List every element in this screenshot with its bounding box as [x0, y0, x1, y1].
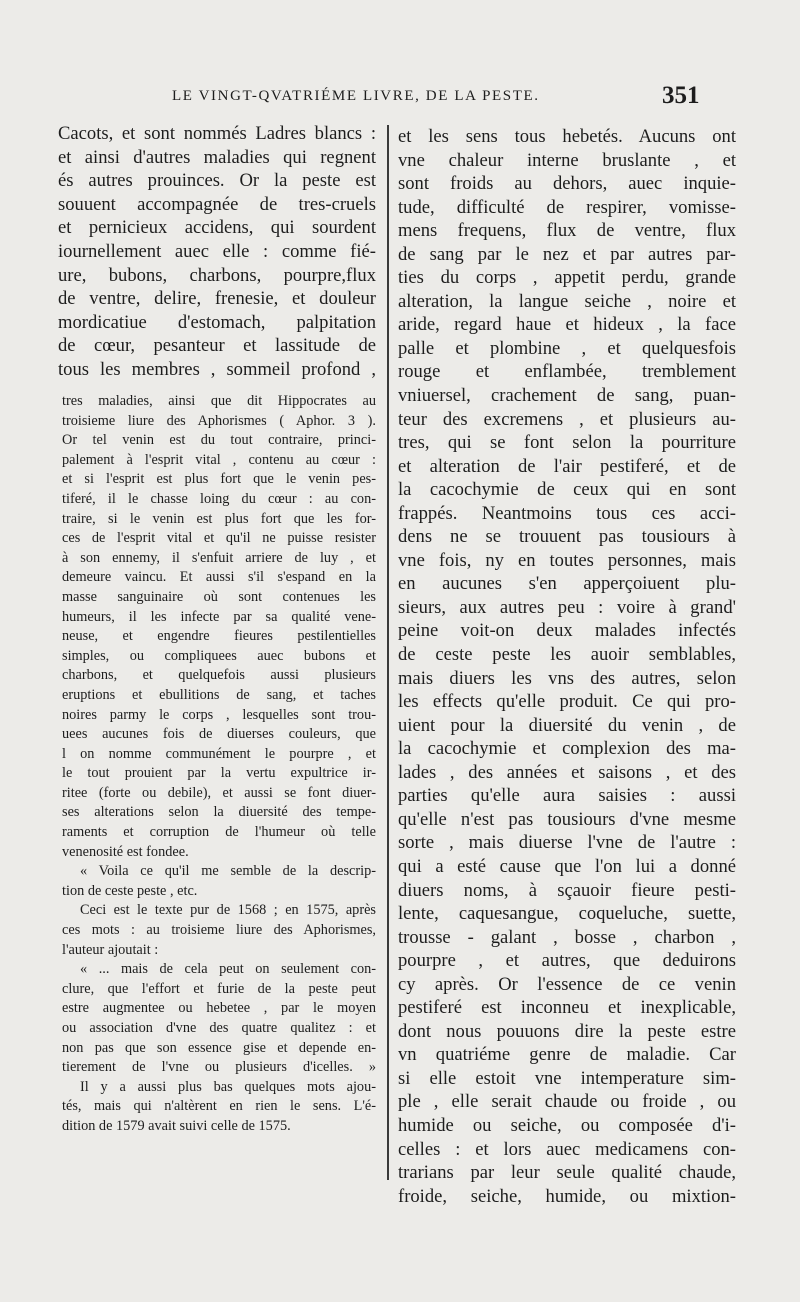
note-line: eruptions et ebullitions de sang, et taches — [62, 686, 376, 703]
text-line: palle et plombine , et quelquesfois — [398, 337, 736, 359]
text-line: tous les membres , sommeil profond , — [58, 358, 376, 380]
note-line: tiferé, il le chasse loing du cœur : au con- — [62, 490, 376, 507]
left-column-main-text — [58, 122, 376, 382]
text-line: ple , elle serait chaude ou froide , ou — [398, 1091, 736, 1113]
note-line: Il y a aussi plus bas quelques mots ajou- — [80, 1078, 376, 1095]
note-line: Or tel venin est du tout contraire, princi- — [62, 432, 376, 449]
text-line: vniuersel, crachement de sang, puan- — [398, 385, 736, 407]
text-line: de sang par le nez et par autres par- — [398, 243, 736, 265]
text-line: tres, qui se font selon la pourriture — [398, 432, 736, 454]
text-line: tude, difficulté de respirer, vomisse- — [398, 196, 736, 218]
text-line: Cacots, et sont nommés Ladres blancs : — [58, 123, 376, 144]
text-line: és autres prouinces. Or la peste est — [58, 170, 376, 192]
text-line: et les sens tous hebetés. Aucuns ont — [398, 126, 736, 147]
text-line: sieurs, aux autres peu : voire à grand' — [398, 596, 736, 618]
text-line: pestiferé est inconneu et inexplicable, — [398, 997, 736, 1019]
page-number: 351 — [662, 82, 700, 109]
text-line: iournellement auec elle : comme fié- — [58, 240, 376, 262]
text-line: aride, regard haue et hideux , la face — [398, 314, 736, 336]
text-line: frappés. Neantmoins tous ces acci- — [398, 502, 736, 524]
text-line: vn quatriéme genre de maladie. Car — [398, 1044, 736, 1066]
note-line: « Voila ce qu'il me semble de la descrip- — [80, 863, 376, 880]
note-line: ou association d'vne des quatre qualitez : et — [62, 1020, 376, 1036]
note-line: et si l'esprit est plus fort que le venin pes- — [62, 471, 376, 488]
text-line: pourpre , et autres, que deduirons — [398, 950, 736, 972]
left-column-notes — [62, 392, 376, 1137]
text-line: peine voit-on deux malades infectés — [398, 620, 736, 642]
text-line: et pernicieux accidens, qui sourdent — [58, 217, 376, 239]
text-line: et ainsi d'autres maladies qui regnent — [58, 146, 376, 168]
text-line: parties qu'elle aura saisies : aussi — [398, 785, 736, 807]
text-line: de cœur, pesanteur et lassitude de — [58, 335, 376, 357]
text-line: et alteration de l'air pestiferé, et de — [398, 455, 736, 477]
note-line: estre augmentee ou hebetee , par le moyen — [62, 1000, 376, 1017]
text-line: sorte , mais diuerse l'vne de l'autre : — [398, 832, 736, 854]
text-line: humide ou seiche, ou composée d'i- — [398, 1114, 736, 1136]
note-line: noires parmy le corps , lesquelles sont trou- — [62, 706, 376, 723]
text-line: dont nous pouuons dire la peste estre — [398, 1020, 736, 1042]
text-line: en aucunes s'en apperçoiuent plu- — [398, 573, 736, 595]
text-line: la cacochymie de ceux qui en sont — [398, 479, 736, 501]
text-line: lades , des années et saisons , et des — [398, 761, 736, 783]
text-line: de ventre, delire, frenesie, et douleur — [58, 288, 376, 310]
text-line: sont froids au dehors, auec inquie- — [398, 173, 736, 195]
text-line: celles : et lors auec medicamens con- — [398, 1138, 736, 1160]
note-line: « ... mais de cela peut on seulement con- — [80, 961, 376, 978]
text-line: dens ne se trouuent pas tousiours à — [398, 526, 736, 548]
text-line: vne fois, ny en toutes personnes, mais — [398, 549, 736, 571]
right-column-text — [398, 125, 736, 1208]
text-line: la cacochymie et complexion des ma- — [398, 738, 736, 760]
note-line: neuse, et engendre fieures pestilentielles — [62, 628, 376, 645]
column-divider — [387, 125, 389, 1180]
running-header: LE VINGT-QVATRIÉME LIVRE, DE LA PESTE. — [172, 88, 540, 104]
text-line: diuers noms, à sçauoir fieure pesti- — [398, 879, 736, 901]
note-line: ses alterations selon la diuersité des tempe- — [62, 804, 376, 821]
note-line: charbons, et quelquefois aussi plusieurs — [62, 667, 376, 684]
text-line: mordicatiue d'estomach, palpitation — [58, 311, 376, 333]
note-line: demeure vaincu. Et aussi s'il s'espand en la — [62, 569, 376, 586]
note-line: non pas que son essence gise et depende en- — [62, 1039, 376, 1056]
text-line: ties du corps , appetit perdu, grande — [398, 267, 736, 289]
text-line: vne chaleur interne bruslante , et — [398, 149, 736, 171]
note-line: humeurs, il les infecte par sa qualité vene- — [62, 608, 376, 625]
text-line: les effects qu'elle produit. Ce qui pro- — [398, 691, 736, 713]
text-line: ure, bubons, charbons, pourpre,flux — [58, 264, 376, 286]
note-line: simples, ou compliquees auec bubons et — [62, 647, 376, 664]
note-line: uees aucunes fois de diuerses couleurs, que — [62, 726, 376, 743]
note-line: palement à l'esprit vital , contenu au cœur : — [62, 451, 376, 468]
note-line: tres maladies, ainsi que dit Hippocrates au — [62, 393, 376, 409]
note-line: clure, que l'effort et furie de la peste peut — [62, 980, 376, 997]
note-line: raments et corruption de l'humeur où telle — [62, 824, 376, 841]
text-line: si elle estoit vne intemperature sim- — [398, 1067, 736, 1089]
note-line: à son ennemy, il s'enfuit arriere de luy , et — [62, 549, 376, 566]
note-line: l'auteur ajoutait : — [62, 941, 159, 958]
note-line: ces de l'esprit vital et qu'il ne puisse resister — [62, 530, 376, 547]
text-line: mens frequens, flux de ventre, flux — [398, 220, 736, 242]
note-line: masse sanguinaire où sont contenues les — [62, 588, 376, 605]
note-line: tés, mais qui n'altèrent en rien le sens. L'é- — [62, 1098, 376, 1115]
note-line: tierement de l'vne ou plusieurs d'icelles. » — [62, 1059, 376, 1076]
text-line: uient pour la diuersité du venin , de — [398, 714, 736, 736]
note-line: tion de ceste peste , etc. — [62, 882, 198, 899]
text-line: trousse - galant , bosse , charbon , — [398, 926, 736, 948]
text-line: alteration, la langue seiche , noire et — [398, 290, 736, 312]
text-line: teur des excremens , et plusieurs au- — [398, 408, 736, 430]
text-line: souuent accompagnée de tres-cruels — [58, 193, 376, 215]
note-line: l on nomme communément le pourpre , et — [62, 745, 376, 762]
text-line: trarians par leur seule qualité chaude, — [398, 1162, 736, 1184]
text-line: qui a esté cause que l'on lui a donné — [398, 855, 736, 877]
note-line: troisieme liure des Aphorismes ( Aphor. 3 ). — [62, 412, 376, 429]
note-line: Ceci est le texte pur de 1568 ; en 1575, après — [80, 902, 376, 919]
text-line: rouge et enflambée, tremblement — [398, 361, 736, 383]
note-line: ces mots : au troisieme liure des Aphorismes, — [62, 922, 376, 939]
note-line: venenosité est fondee. — [62, 843, 189, 860]
note-line: traire, si le venin est plus fort que les for- — [62, 510, 376, 527]
text-line: de ceste peste les auoir semblables, — [398, 644, 736, 666]
text-line: qu'elle n'est pas tousiours d'vne mesme — [398, 808, 736, 830]
text-line: cy après. Or l'essence de ce venin — [398, 973, 736, 995]
note-line: dition de 1579 avait suivi celle de 1575. — [62, 1117, 291, 1134]
note-line: ritee (forte ou debile), et aussi se font diuer- — [62, 784, 376, 801]
text-line: mais diuers les vns des autres, selon — [398, 667, 736, 689]
text-line: lente, caquesangue, coqueluche, suette, — [398, 903, 736, 925]
note-line: le tout prouient par la vertu expultrice ir- — [62, 765, 376, 782]
text-line: froide, seiche, humide, ou mixtion- — [398, 1185, 736, 1207]
